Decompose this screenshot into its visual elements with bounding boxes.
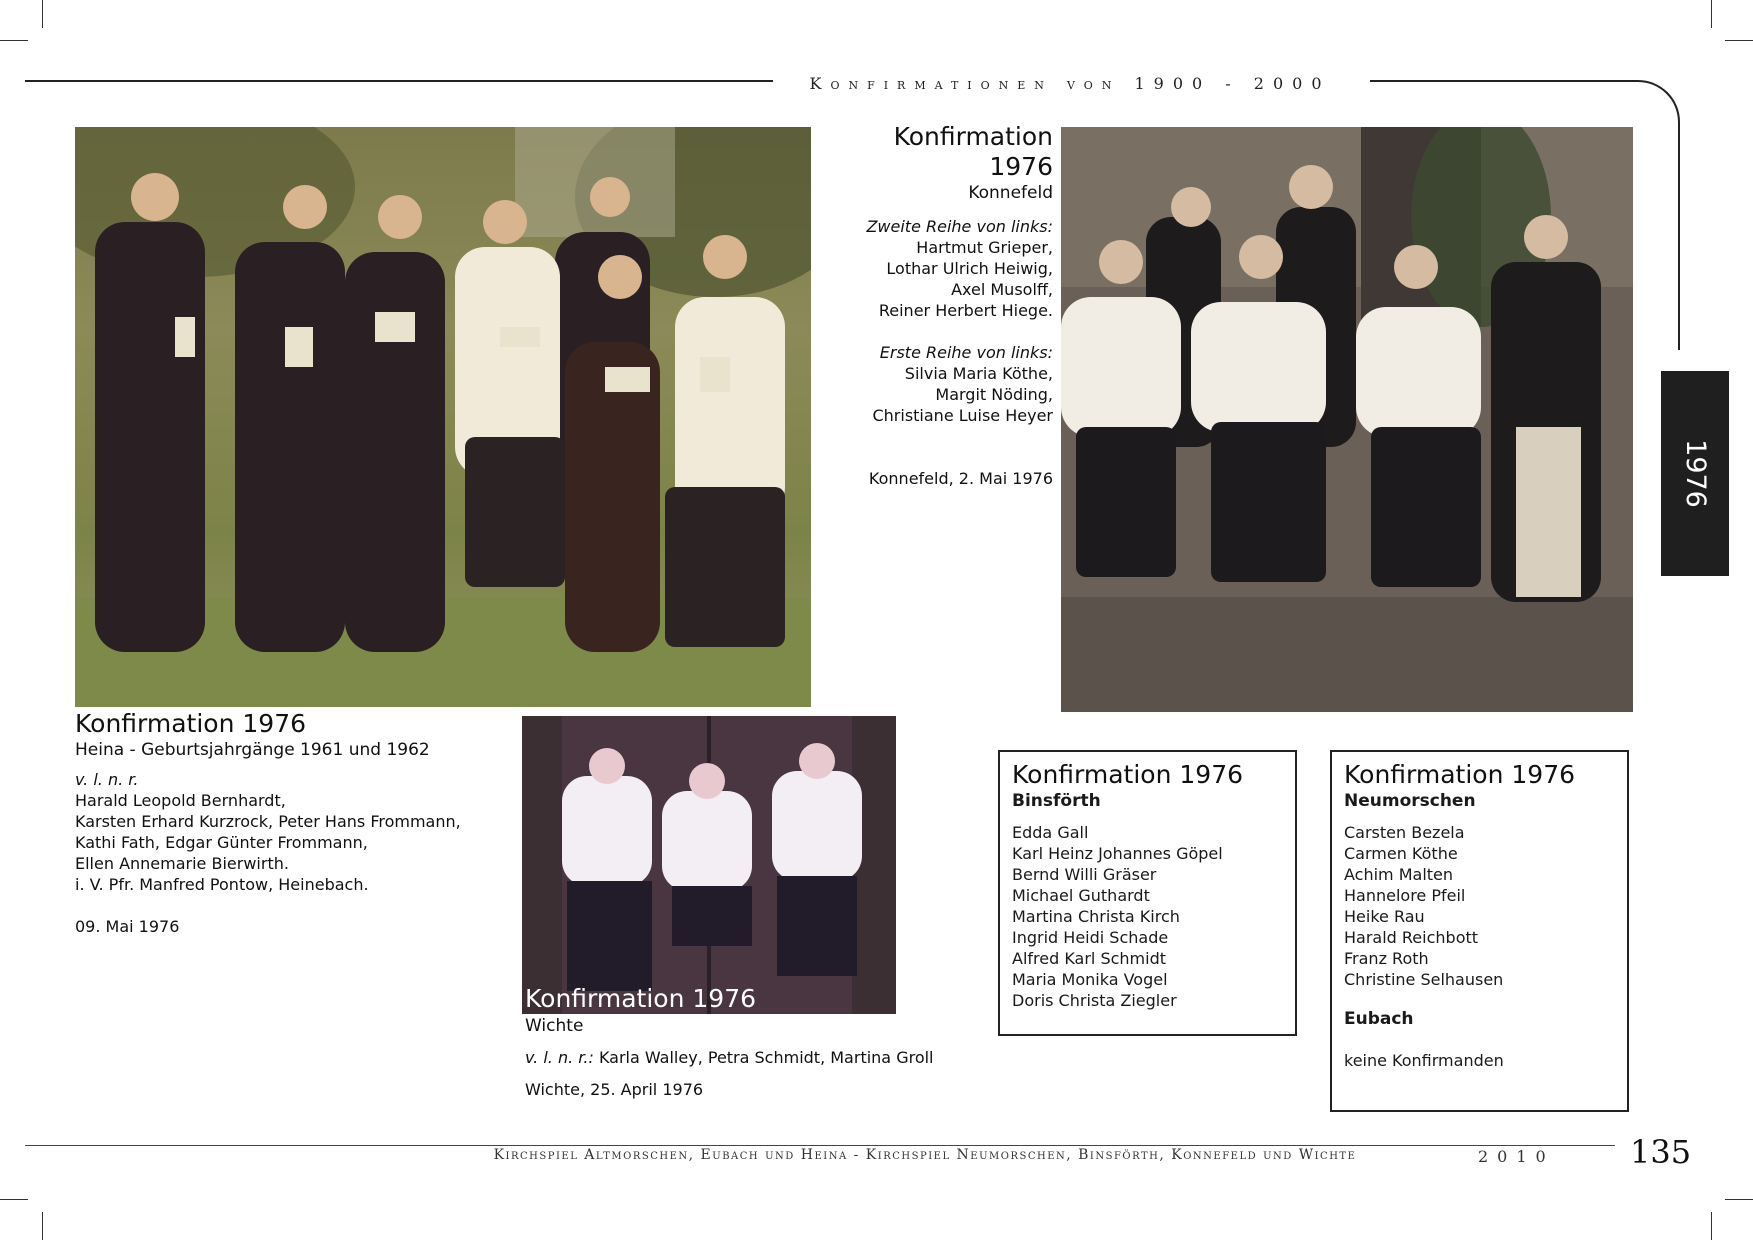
binsfoerth-name: Maria Monika Vogel (1012, 970, 1168, 989)
konnefeld-group-photo (1061, 127, 1633, 712)
wichte-names: Karla Walley, Petra Schmidt, Martina Groll (598, 1048, 934, 1067)
konnefeld-row2-name: Reiner Herbert Hiege. (878, 301, 1053, 320)
wichte-group-photo (522, 716, 896, 1014)
neumorschen-name: Achim Malten (1344, 865, 1454, 884)
wichte-date: Wichte, 25. April 1976 (525, 1080, 704, 1099)
wichte-photo-title: Konfirmation 1976 (525, 984, 757, 1013)
neumorschen-name: Franz Roth (1344, 949, 1429, 968)
konnefeld-row1-name: Silvia Maria Köthe, (904, 364, 1053, 383)
neumorschen-name: Hannelore Pfeil (1344, 886, 1466, 905)
crop-mark (1711, 1212, 1712, 1240)
neumorschen-box (1330, 750, 1629, 1112)
footer-rule (25, 1145, 1615, 1146)
heina-date: 09. Mai 1976 (75, 917, 180, 936)
crop-mark (1711, 0, 1712, 28)
binsfoerth-place: Binsförth (1012, 791, 1101, 811)
binsfoerth-box (998, 750, 1297, 1036)
konnefeld-title-line2: 1976 (989, 152, 1053, 181)
neumorschen-name: Harald Reichbott (1344, 928, 1479, 947)
neumorschen-name: Heike Rau (1344, 907, 1425, 926)
heina-name-line: Harald Leopold Bernhardt, (75, 791, 286, 810)
wichte-vlnr: v. l. n. r.: (525, 1048, 594, 1067)
heina-name-line: Karsten Erhard Kurzrock, Peter Hans Frommann, (75, 812, 461, 831)
wichte-caption (525, 1015, 995, 1100)
konnefeld-row1-label: Erste Reihe von links: (879, 343, 1053, 362)
binsfoerth-name-list (1012, 822, 1283, 1011)
footer-parish-text: Kirchspiel Altmorschen, Eubach und Heina - Kirchspiel Neumorschen, Binsförth, Konnefeld und Wichte (493, 1147, 1357, 1163)
binsfoerth-title: Konfirmation 1976 (1012, 760, 1244, 789)
year-tab (1661, 371, 1729, 576)
konnefeld-row1-name: Christiane Luise Heyer (872, 406, 1053, 425)
konnefeld-row1-name: Margit Nöding, (935, 385, 1053, 404)
header-rule-left (25, 80, 773, 82)
binsfoerth-name: Doris Christa Ziegler (1012, 991, 1177, 1010)
page-number: 135 (1630, 1133, 1692, 1171)
heina-caption (75, 709, 545, 937)
eubach-note: keine Konfirmanden (1344, 1051, 1504, 1070)
neumorschen-place: Neumorschen (1344, 791, 1476, 811)
crop-mark (0, 1199, 28, 1200)
binsfoerth-name: Ingrid Heidi Schade (1012, 928, 1169, 947)
konnefeld-caption (820, 122, 1053, 489)
crop-mark (1725, 1199, 1753, 1200)
crop-mark (42, 1212, 43, 1240)
konnefeld-place: Konnefeld (968, 183, 1053, 203)
binsfoerth-name: Karl Heinz Johannes Göpel (1012, 844, 1223, 863)
binsfoerth-name: Michael Guthardt (1012, 886, 1150, 905)
neumorschen-name: Carmen Köthe (1344, 844, 1458, 863)
konnefeld-title-line1: Konfirmation (893, 122, 1053, 151)
wichte-names-line (525, 1047, 995, 1068)
heina-name-line: Ellen Annemarie Bierwirth. (75, 854, 289, 873)
neumorschen-title: Konfirmation 1976 (1344, 760, 1576, 789)
neumorschen-name-list (1344, 822, 1615, 990)
wichte-place: Wichte (525, 1016, 584, 1036)
konnefeld-row2-name: Hartmut Grieper, (916, 238, 1053, 257)
konnefeld-row2-name: Lothar Ulrich Heiwig, (886, 259, 1053, 278)
heina-subtitle: Heina - Geburtsjahrgänge 1961 und 1962 (75, 740, 430, 760)
binsfoerth-name: Alfred Karl Schmidt (1012, 949, 1167, 968)
heina-name-line: i. V. Pfr. Manfred Pontow, Heinebach. (75, 875, 369, 894)
konnefeld-date: Konnefeld, 2. Mai 1976 (868, 469, 1053, 488)
heina-name-line: Kathi Fath, Edgar Günter Frommann, (75, 833, 368, 852)
konnefeld-row2-label: Zweite Reihe von links: (866, 217, 1053, 236)
header-title: Konfirmationen von 1900 - 2000 (809, 74, 1331, 93)
neumorschen-name: Carsten Bezela (1344, 823, 1465, 842)
binsfoerth-name: Martina Christa Kirch (1012, 907, 1180, 926)
binsfoerth-name: Edda Gall (1012, 823, 1089, 842)
footer-year: 2010 (1478, 1147, 1555, 1166)
crop-mark (0, 40, 28, 41)
eubach-place: Eubach (1344, 1009, 1414, 1029)
konnefeld-row2-name: Axel Musolff, (951, 280, 1053, 299)
crop-mark (1725, 40, 1753, 41)
year-tab-label: 1976 (1679, 439, 1711, 508)
crop-mark (42, 0, 43, 28)
neumorschen-name: Christine Selhausen (1344, 970, 1504, 989)
heina-group-photo (75, 127, 811, 707)
binsfoerth-name: Bernd Willi Gräser (1012, 865, 1157, 884)
header-rule-right (1370, 80, 1585, 82)
heina-title: Konfirmation 1976 (75, 709, 307, 738)
heina-vlnr: v. l. n. r. (75, 770, 139, 789)
